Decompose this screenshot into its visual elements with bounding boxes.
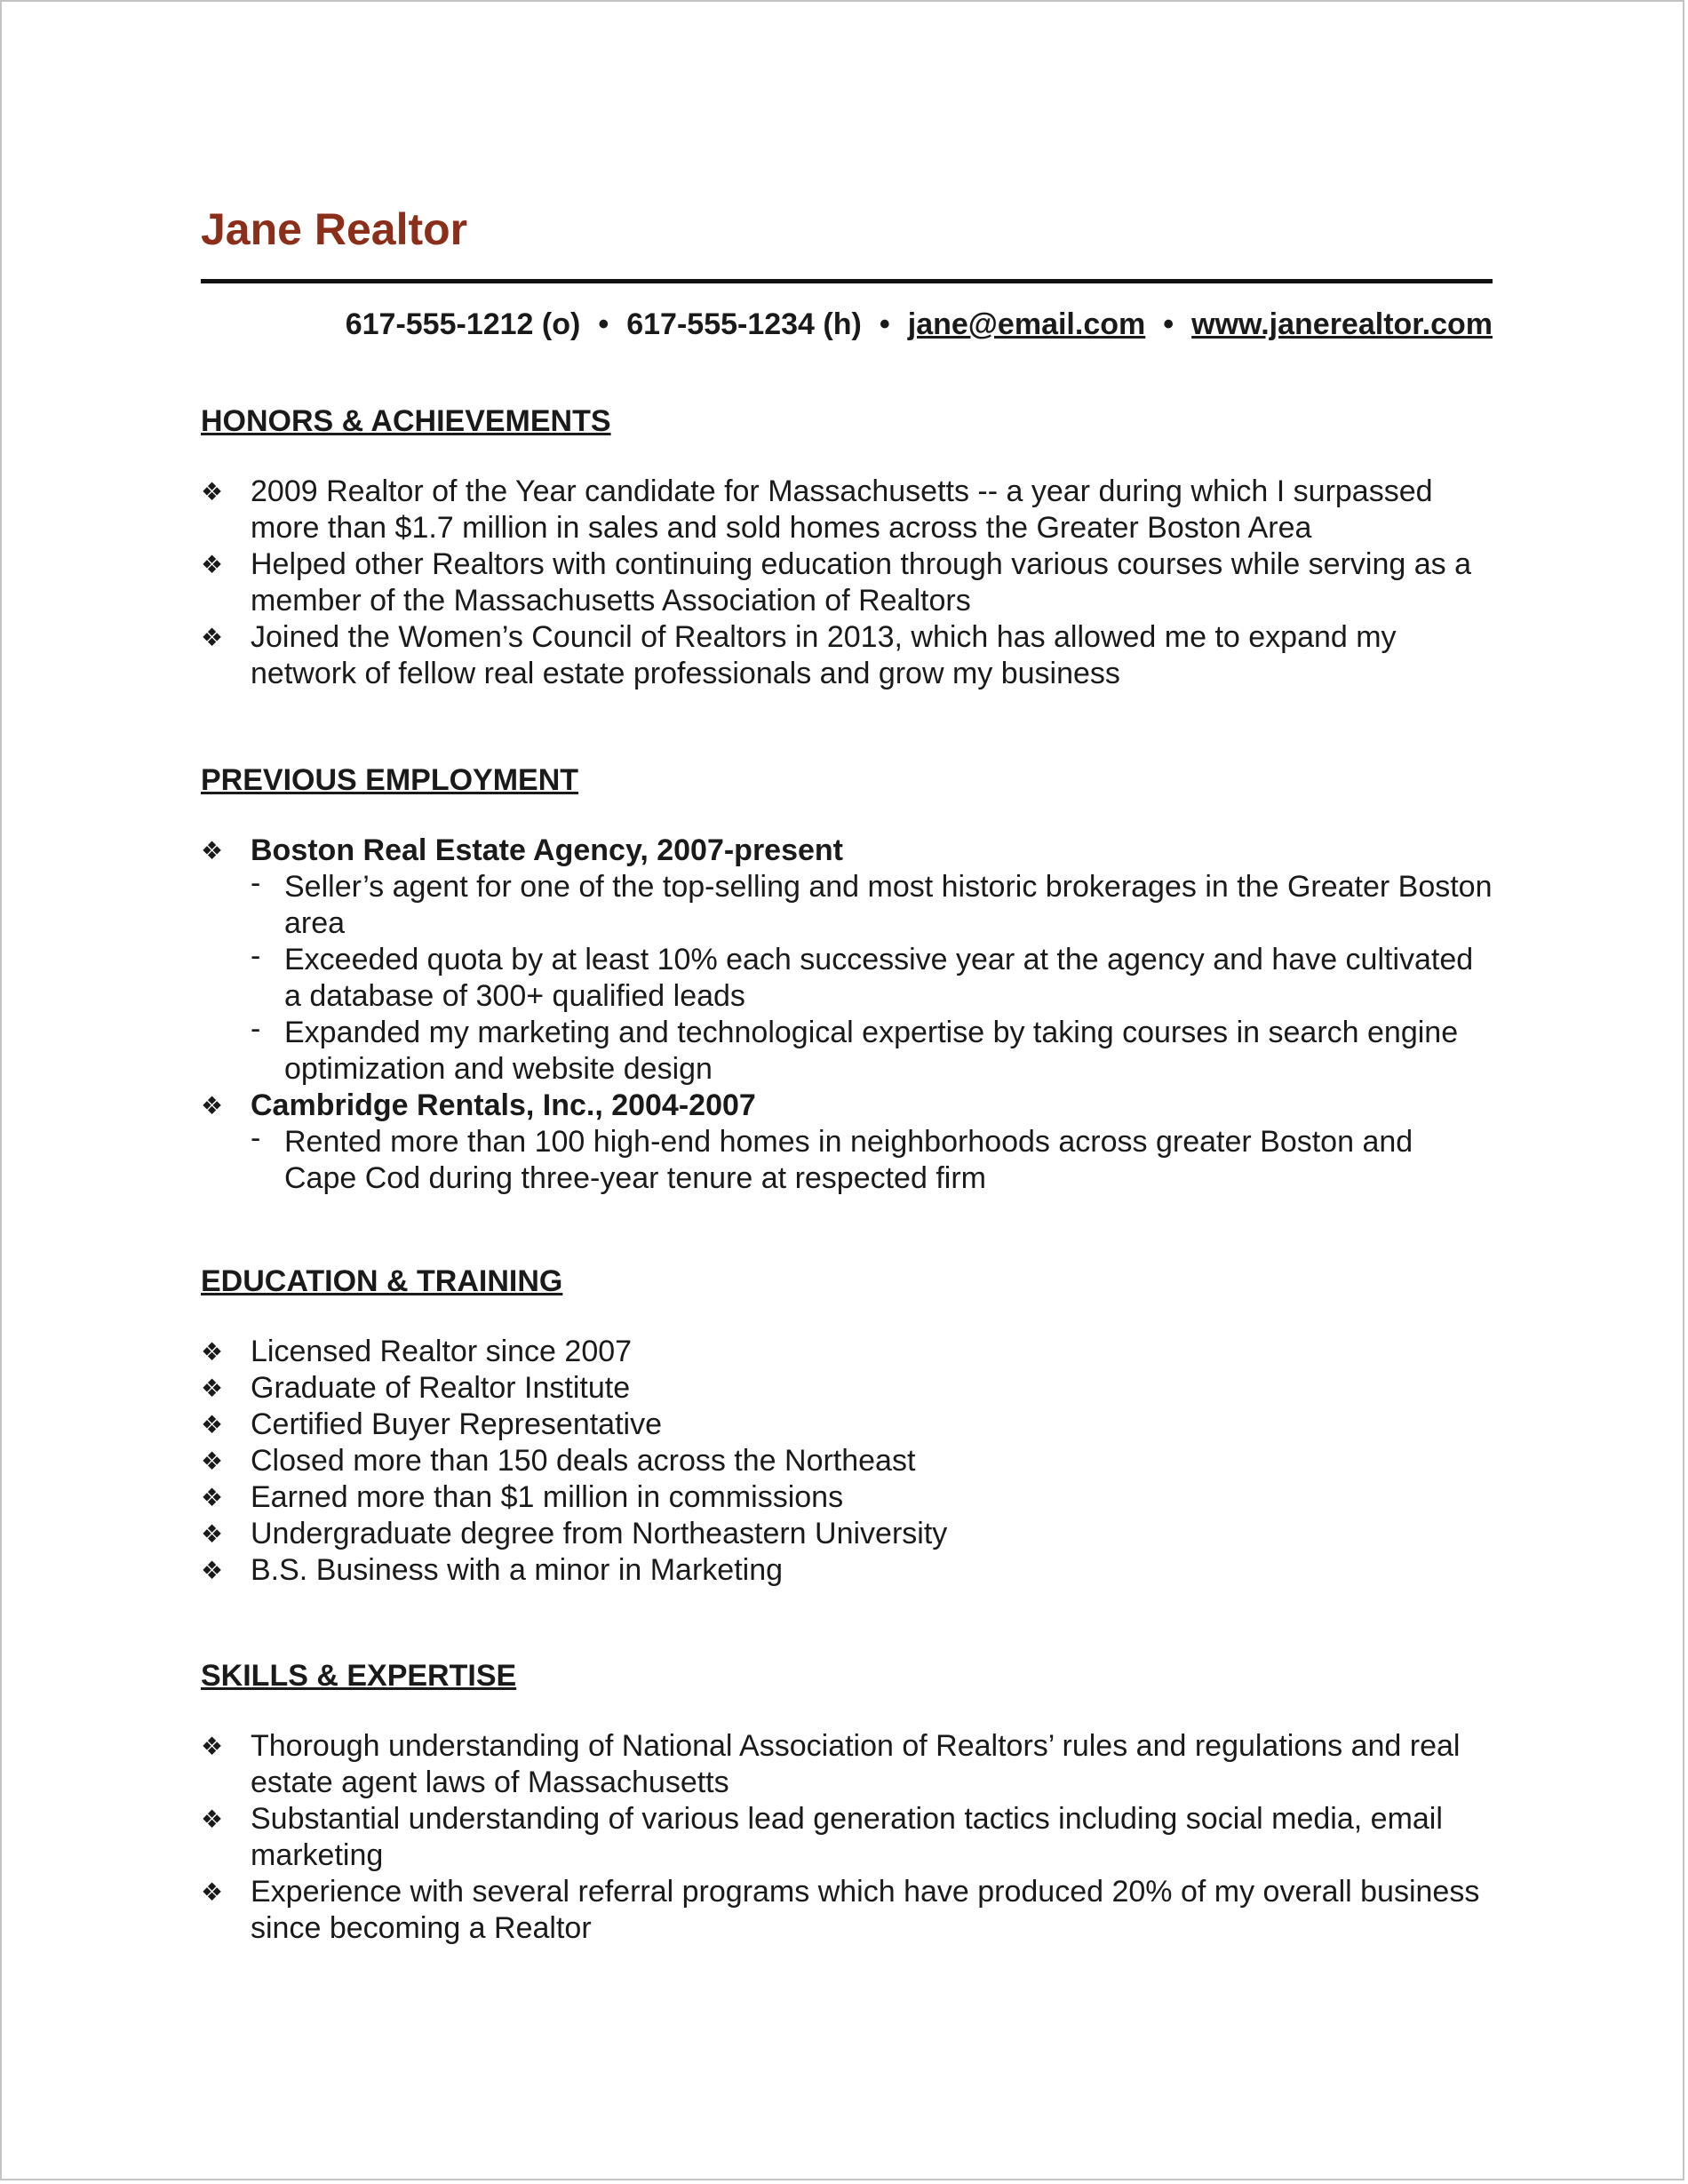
diamond-bullet-icon: ❖ bbox=[201, 551, 224, 578]
list-item: ❖ Certified Buyer Representative bbox=[201, 1407, 663, 1441]
resume-content bbox=[201, 199, 1493, 1945]
office-phone: 617-555-1212 (o) bbox=[345, 307, 581, 341]
employment-list bbox=[201, 833, 1493, 869]
diamond-bullet-icon: ❖ bbox=[201, 1805, 224, 1833]
diamond-bullet-icon: ❖ bbox=[201, 1520, 224, 1548]
honors-section bbox=[201, 403, 1493, 692]
job-item bbox=[201, 833, 1493, 869]
diamond-bullet-icon: ❖ bbox=[201, 837, 224, 865]
employment-list bbox=[201, 1088, 1493, 1124]
section-title: PREVIOUS EMPLOYMENT bbox=[201, 763, 579, 797]
list-item: ❖ Substantial understanding of various lead generation tactics including social media, email marketing bbox=[201, 1802, 1443, 1872]
separator-dot: • bbox=[879, 307, 890, 341]
section-title: SKILLS & EXPERTISE bbox=[201, 1659, 517, 1693]
diamond-bullet-icon: ❖ bbox=[201, 1447, 224, 1475]
list-item: ❖ Helped other Realtors with continuing education through various courses while serving as a member of the Massachusetts Association of Realtors bbox=[201, 547, 1471, 618]
job-details bbox=[201, 1121, 1493, 1197]
detail-item: - Seller’s agent for one of the top-selling and most historic brokerages in the Greater Boston area bbox=[251, 866, 1493, 940]
list-item: ❖ Licensed Realtor since 2007 bbox=[201, 1335, 633, 1368]
diamond-bullet-icon: ❖ bbox=[201, 1338, 224, 1366]
section-title: EDUCATION & TRAINING bbox=[201, 1264, 563, 1298]
list-item: ❖ B.S. Business with a minor in Marketing bbox=[201, 1553, 784, 1587]
diamond-bullet-icon: ❖ bbox=[201, 1375, 224, 1402]
diamond-bullet-icon: ❖ bbox=[201, 1733, 224, 1760]
list-item: ❖ Joined the Women’s Council of Realtors in 2013, which has allowed me to expand my network of fellow real estate professionals and grow my business bbox=[201, 620, 1397, 690]
job-item bbox=[201, 1088, 1493, 1124]
job-title: Cambridge Rentals, Inc., 2004-2007 bbox=[251, 1088, 756, 1122]
section-title: HONORS & ACHIEVEMENTS bbox=[201, 404, 611, 438]
skills-list bbox=[201, 1728, 1493, 1947]
website-link[interactable]: www.janerealtor.com bbox=[1191, 307, 1493, 341]
job-details bbox=[201, 866, 1493, 1088]
education-list bbox=[201, 1334, 1493, 1589]
list-item: ❖ Experience with several referral programs which have produced 20% of my overall business since becoming a Realtor bbox=[201, 1875, 1480, 1945]
dash-bullet-icon: - bbox=[251, 1121, 261, 1155]
email-link[interactable]: jane@email.com bbox=[907, 307, 1146, 341]
list-item: ❖ Undergraduate degree from Northeastern University bbox=[201, 1517, 948, 1550]
dash-bullet-icon: - bbox=[251, 939, 261, 973]
job-title: Boston Real Estate Agency, 2007-present bbox=[251, 833, 844, 867]
diamond-bullet-icon: ❖ bbox=[201, 624, 224, 651]
list-item: ❖ 2009 Realtor of the Year candidate for Massachusetts -- a year during which I surpassed more than $1.7 million in sales and sold homes across the Greater Boston Area bbox=[201, 474, 1433, 545]
separator-dot: • bbox=[1163, 307, 1174, 341]
contact-line bbox=[201, 307, 1493, 342]
diamond-bullet-icon: ❖ bbox=[201, 1878, 224, 1906]
home-phone: 617-555-1234 (h) bbox=[626, 307, 862, 341]
employment-section bbox=[201, 762, 1493, 1197]
candidate-name: Jane Realtor bbox=[201, 204, 468, 254]
dash-bullet-icon: - bbox=[251, 1012, 261, 1046]
diamond-bullet-icon: ❖ bbox=[201, 1411, 224, 1439]
detail-item: - Rented more than 100 high-end homes in neighborhoods across greater Boston and Cape Cod during three-year tenure at respected firm bbox=[251, 1121, 1413, 1195]
education-section bbox=[201, 1263, 1493, 1589]
header-divider bbox=[201, 279, 1493, 283]
separator-dot: • bbox=[598, 307, 609, 341]
detail-item: - Exceeded quota by at least 10% each successive year at the agency and have cultivated a database of 300+ qualified leads bbox=[251, 939, 1474, 1013]
list-item: ❖ Thorough understanding of National Association of Realtors’ rules and regulations and real estate agent laws of Massachusetts bbox=[201, 1729, 1461, 1799]
skills-section bbox=[201, 1658, 1493, 1947]
diamond-bullet-icon: ❖ bbox=[201, 1557, 224, 1584]
diamond-bullet-icon: ❖ bbox=[201, 1092, 224, 1120]
diamond-bullet-icon: ❖ bbox=[201, 478, 224, 506]
diamond-bullet-icon: ❖ bbox=[201, 1484, 224, 1511]
list-item: ❖ Graduate of Realtor Institute bbox=[201, 1371, 631, 1405]
list-item: ❖ Earned more than $1 million in commissions bbox=[201, 1480, 844, 1514]
list-item: ❖ Closed more than 150 deals across the Northeast bbox=[201, 1444, 916, 1478]
detail-item: - Expanded my marketing and technological expertise by taking courses in search engine optimization and website design bbox=[251, 1012, 1459, 1086]
honors-list bbox=[201, 474, 1493, 692]
dash-bullet-icon: - bbox=[251, 866, 261, 900]
